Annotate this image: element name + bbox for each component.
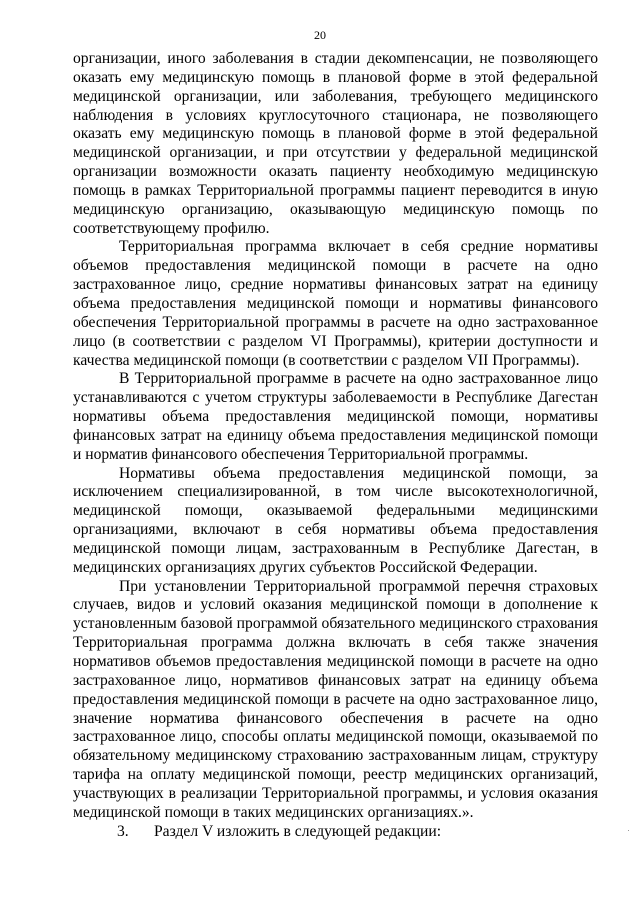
paragraph-volume-normatives: Нормативы объема предоставления медицинской помощи, за исключением специализированной, в том числе высокотехнологичной, медицинской помощи, оказываемой федеральными медицинскими организациями, включают в себя нормативы объема предоставления медицинской помощи лицам, застрахованным в Республике Дагестан, в медицинских организациях других субъектов Российской Федерации. [73,464,598,576]
list-item-number: 3. [117,822,129,840]
document-body [73,50,598,841]
list-item-text: Раздел V изложить в следующей редакции: [154,822,442,840]
page-number: 20 [314,28,326,42]
paragraph-insurance-cases: При установлении Территориальной программой перечня страховых случаев, видов и условий оказания медицинской помощи в дополнение к установленным базовой программой обязательного медицинского страхования Территориальная программа должна включать в себя также значения нормативов объемов предоставления медицинской помощи в расчете на одно застрахованное лицо, нормативов финансовых затрат на единицу объема предоставления медицинской помощи в расчете на одно застрахованное лицо, значение норматива финансового обеспечения в расчете на одно застрахованное лицо, способы оплаты медицинской помощи, оказываемой по обязательному медицинскому страхованию застрахованным лицам, структуру тарифа на оплату медицинской помощи, реестр медицинских организаций, участвующих в реализации Территориальной программы, и условия оказания медицинской помощи в таких медицинских организациях.». [73,577,598,821]
paragraph-insured-person-normatives: В Территориальной программе в расчете на одно застрахованное лицо устанавливаются с учетом структуры заболеваемости в Республике Дагестан нормативы объема предоставления медицинской помощи, нормативы финансовых затрат на единицу объема предоставления медицинской помощи и норматив финансового обеспечения Территориальной программы. [73,370,598,463]
paragraph-continuation: организации, иного заболевания в стадии декомпенсации, не позволяющего оказать ему медицинскую помощь в плановой форме в этой федеральной медицинской организации, или заболевания, требующего медицинского наблюдения в условиях круглосуточного стационара, не позволяющего оказать ему медицинскую помощь в плановой форме в этой федеральной медицинской организации, и при отсутствии у федеральной медицинской организации возможности оказать пациенту необходимую медицинскую помощь в рамках Территориальной программы пациент переводится в иную медицинскую организацию, оказывающую медицинскую помощь по соответствующему профилю. [73,50,598,237]
scan-speck [628,830,629,831]
paragraph-program-normatives: Территориальная программа включает в себя средние нормативы объемов предоставления медицинской помощи в расчете на одно застрахованное лицо, средние нормативы финансовых затрат на единицу объема предоставления медицинской помощи и нормативы финансового обеспечения Территориальной программы в расчете на одно застрахованное лицо (в соответствии с разделом VI Программы), критерии доступности и качества медицинской помощи (в соответствии с разделом VII Программы). [73,238,598,369]
list-item-section-v [73,823,598,842]
